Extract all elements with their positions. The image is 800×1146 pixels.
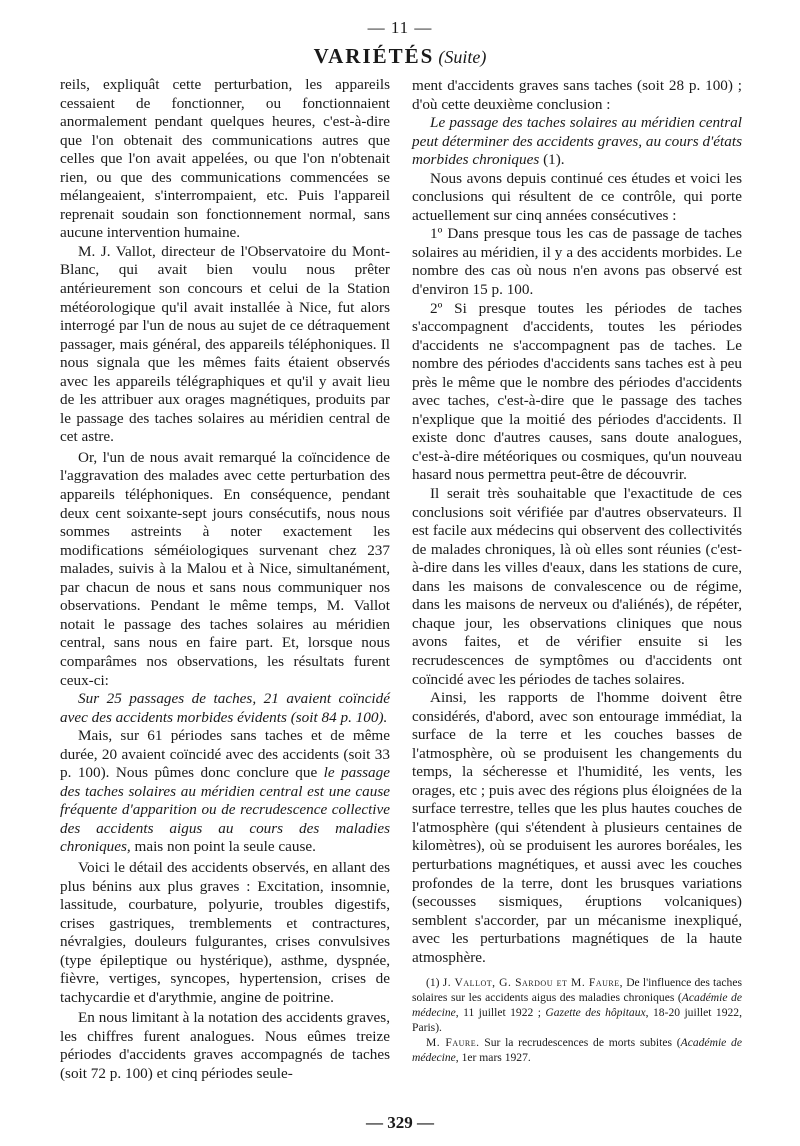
left-column xyxy=(60,76,390,1084)
footnote-1-date-1: , 11 juillet 1922 ; xyxy=(455,1006,546,1020)
right-paragraph-5: 2º Si presque toutes les périodes de taches s'accompagnent d'accidents, toutes les périodes d'accidents ne s'accompagnent pas de taches. Le nombre des périodes d'accidents sans taches est à peu près le même que le nombre des périodes d'accidents avec taches, c'est-à-dire que le passage des taches n'explique que la moitié des périodes d'accidents. Il existe donc d'autres causes, sans doute analogues, c'est-à-dire météoriques ou cosmiques, qu'un nouveau hasard nous permettra peut-être de découvrir. xyxy=(412,299,742,484)
footnote-2 xyxy=(412,1035,742,1065)
left-paragraph-4-italic: Sur 25 passages de taches, 21 avaient coïncidé avec des accidents morbides évidents (soit 84 p. 100). xyxy=(60,690,390,726)
footnote-1-journal-1: Académie de médecine xyxy=(412,991,742,1020)
left-paragraph-5a: Mais, sur 61 périodes sans taches et de même durée, 20 avaient coïncidé avec des accidents (soit 33 p. 100). Nous pûmes donc conclure que xyxy=(60,727,390,782)
footnote-reference: (1). xyxy=(539,151,565,169)
right-paragraph-1: ment d'accidents graves sans taches (soit 28 p. 100) ; d'où cette deuxième conclusion : xyxy=(412,77,742,113)
left-paragraph-3: Or, l'un de nous avait remarqué la coïncidence de l'aggravation des malades avec cette perturbation des appareils téléphoniques. En conséquence, pendant deux cent soixante-sept jours consécutifs, nous nous sommes astreints à noter exactement les modifications séméiologiques survenant chez 237 malades, suivis à la Malou et à Nice, simultanément, par chacun de nous et sans nous communiquer nos observations. Pendant le même temps, M. Vallot notait le passage des taches solaires au méridien central, sans nous en faire part. Et, lorsque nous comparâmes nos observations, les résultats furent ceux-ci: xyxy=(60,448,390,689)
left-paragraph-2: M. J. Vallot, directeur de l'Observatoire du Mont-Blanc, qui avait bien voulu nous prêter antérieurement son concours et celui de la Station météorologique qu'il avait installée à Nice, fut alors interrogé par l'un de nous au sujet de ce détraquement passager, mais général, des appareils téléphoniques. Il nous signala que les mêmes faits étaient observés avec les appareils télégraphiques et qu'il y avait lieu de les attribuer aux orages magnétiques, produits par le passage des taches solaires au méridien central de cet astre. xyxy=(60,242,390,446)
footnote-2-author: M. Faure. xyxy=(426,1036,480,1050)
left-paragraph-5c: mais non point la seule cause. xyxy=(134,838,316,856)
left-paragraph-4 xyxy=(60,690,390,727)
section-title-subtitle: (Suite) xyxy=(438,47,487,67)
footnote-1-authors: J. Vallot, G. Sardou et M. Faure, xyxy=(442,976,624,990)
right-paragraph-7: Ainsi, les rapports de l'homme doivent être considérés, d'abord, avec son entourage immédiat, la surface de la terre et les couches basses de l'atmosphère, où se produisent les changements du temps, la sécheresse et l'humidité, les vents, les orages, etc ; puis avec des régions plus éloignées de la surface terrestre, telles que les plus hautes couches de l'atmosphère (qui s'étendent à plusieurs centaines de kilomètres), où se produisent les aurores boréales, les perturbations magnétiques, et aussi avec les couches profondes de la terre, dont les brusques variations (secousses sismiques, éruptions volcaniques) semblent s'accorder, par un mécanisme inexpliqué, avec les perturbations magnétiques de la haute atmosphère. xyxy=(412,689,742,966)
right-paragraph-6: Il serait très souhaitable que l'exactitude de ces conclusions soit vérifiée par d'autres observateurs. Il est facile aux médecins qui observent des collectivités de malades chroniques, là où elles sont réunies (c'est-à-dire dans les villes d'eaux, dans les stations de cure, dans les maisons de convalescence ou de régime, dans les maisons de nerveux ou d'aliénés), de répéter, chaque jour, les observations cliniques que nous avons faites, et de vérifier ensuite si les recrudescences de symptômes ou d'accidents ont coïncidé avec les périodes de taches solaires. xyxy=(412,485,742,688)
footnote-2-journal: Académie de médecine xyxy=(412,1036,742,1065)
bottom-page-number: — 329 — xyxy=(366,1113,434,1132)
footnotes xyxy=(412,975,742,1065)
left-paragraph-1: reils, expliquât cette perturbation, les appareils cessaient de fonctionner, ou fonctionnaient anormalement pendant quelques heures, c'est-à-dire que l'on obtenait des communications autres que celles que l'on avait appelées, ou que l'on n'obtenait rien, ou que des communications commencées se mélangeaient, s'interrompaient, etc. Puis l'appareil reprenait soudain son fonctionnement normal, sans aucune intervention humaine. xyxy=(60,76,390,242)
footnote-1-mark: (1) xyxy=(426,976,440,990)
left-paragraph-6: Voici le détail des accidents observés, en allant des plus bénins aux plus graves : Excitation, insomnie, lassitude, courbature, polyurie, troubles digestifs, crises gastriques, tremblements et contractures, névralgies, douleurs fulgurantes, crises convulsives (type épileptique ou hystérique), asthme, dyspnée, fièvre, vertiges, syncopes, hypertension, crises de tachycardie et d'arythmie, angine de poitrine. xyxy=(60,858,390,1006)
right-paragraph-4: 1º Dans presque tous les cas de passage de taches solaires au méridien, il y a des accidents morbides. Le nombre des cas où nous n'en avons pas observé est d'environ 15 p. 100. xyxy=(412,225,742,299)
right-paragraph-2-italic: Le passage des taches solaires au méridien central peut déterminer des accidents graves, au cours d'états morbides chroniques xyxy=(412,114,742,169)
footnote-1-text: De l'influence des taches solaires sur les accidents aigus des maladies chroniques ( xyxy=(412,976,743,1005)
right-paragraph-3: Nous avons depuis continué ces études et voici les conclusions qui résultent de ce contrôle, qui porte actuellement sur cinq années consécutives : xyxy=(412,169,742,224)
left-paragraph-5 xyxy=(60,727,390,857)
footnote-1 xyxy=(412,975,742,1035)
left-paragraph-7: En nous limitant à la notation des accidents graves, les chiffres furent analogues. Nous eûmes treize périodes d'accidents graves accompagnés de taches (soit 72 p. 100) et cinq périodes seule- xyxy=(60,1009,390,1082)
footnote-1-journal-2: Gazette des hôpitaux xyxy=(545,1006,646,1020)
footnote-1-date-2: , 18-20 juillet 1922, Paris). xyxy=(412,1006,742,1035)
footnote-2-text: Sur la recrudescences de morts subites ( xyxy=(484,1036,681,1050)
section-title-main: VARIÉTÉS xyxy=(313,44,435,68)
footnote-2-date: , 1er mars 1927. xyxy=(455,1051,531,1065)
left-paragraph-5b: le passage des taches solaires au méridien central est une cause fréquente d'apparition ou de recrudescence collective des accidents aigus au cours des maladies chroniques, xyxy=(60,764,390,856)
right-paragraph-2 xyxy=(412,114,742,170)
right-column xyxy=(412,77,742,1065)
section-title xyxy=(0,44,800,69)
top-page-number: — 11 — xyxy=(367,18,433,37)
